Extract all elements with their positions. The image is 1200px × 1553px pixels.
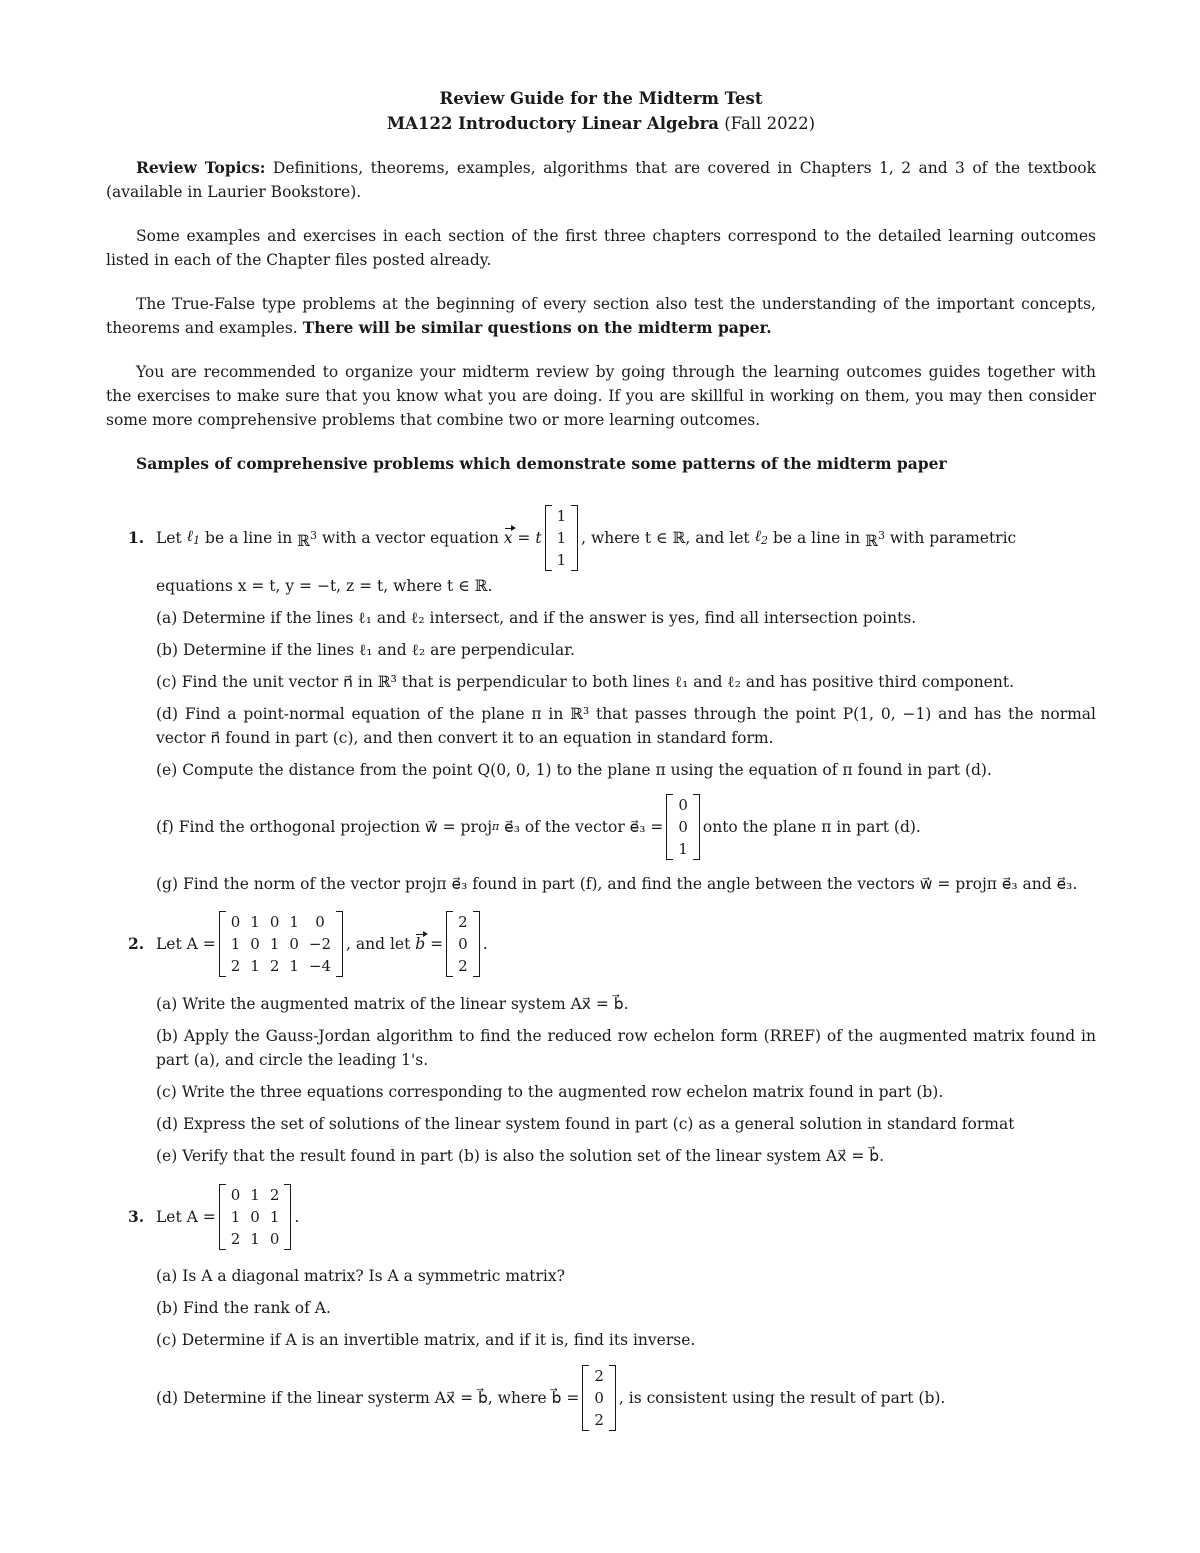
course-line — [106, 111, 1096, 136]
problem-1-lead-e: be a line in — [772, 529, 861, 547]
problem-3-part-c: (c) Determine if A is an invertible matrix, and if it is, find its inverse. — [156, 1331, 696, 1349]
document-header — [106, 86, 1096, 136]
matrix-a-problem-3: 0 1 2 1 0 1 2 1 0 — [219, 1184, 292, 1250]
problem-1-statement: 1. Let ℓ$_1$ be a line in ℝ$^3$ with a vector equation x = t 1 1 1 , where t ∈ ℝ, and let ℓ$_2$ be a line in ℝ$^3$ with parametric — [128, 507, 1017, 569]
problem-3-part-d: (d) Determine if the linear systerm Ax⃗ = b⃗, where b⃗ = 2 0 2 , is consistent using the result of part (b). — [156, 1367, 946, 1429]
problem-2-part-e: (e) Verify that the result found in part (b) is also the solution set of the linear system Ax⃗ = b⃗. — [156, 1147, 885, 1165]
problem-3-part-a: (a) Is A a diagonal matrix? Is A a symmetric matrix? — [156, 1267, 565, 1285]
true-false-text: The True-False type problems at the beginning of every section also test the understanding of the important concepts, theorems and examples. — [106, 295, 1096, 337]
problem-1-lead-b: be a line in — [205, 529, 293, 547]
true-false-paragraph — [106, 292, 1096, 340]
problem-2-part-c: (c) Write the three equations corresponding to the augmented row echelon matrix found in part (b). — [156, 1083, 944, 1101]
problem-3-statement: 3. Let A = 0 1 2 1 0 1 2 1 0 . — [128, 1186, 300, 1248]
problem-2-number: 2. — [128, 934, 145, 953]
samples-heading: Samples of comprehensive problems which demonstrate some patterns of the midterm paper — [136, 454, 947, 473]
line-l1-symbol: ℓ$_1$ — [186, 526, 201, 547]
problem-1-lead-a: Let — [156, 529, 182, 547]
problem-2-statement: 2. Let A = 0 1 0 1 0 1 0 1 0 −2 2 1 2 1 −4 , and let b = 2 0 2 . — [128, 913, 488, 975]
problem-1-part-g: (g) Find the norm of the vector projπ e⃗₃ found in part (f), and find the angle between the vectors w⃗ = projπ e⃗₃ and e⃗₃. — [156, 875, 1078, 893]
problem-3 — [106, 1178, 1096, 1436]
line-l2-symbol: ℓ$_2$ — [754, 526, 769, 547]
vector-b-problem-2: 2 0 2 — [446, 911, 480, 977]
problem-2-part-d: (d) Express the set of solutions of the linear system found in part (c) as a general solution in standard format — [156, 1115, 1015, 1133]
problem-1-lead-c: with a vector equation — [321, 529, 499, 547]
document-page — [106, 86, 1096, 1436]
matrix-a-problem-2: 0 1 0 1 0 1 0 1 0 −2 2 1 2 1 −4 — [219, 911, 343, 977]
problem-2-part-a: (a) Write the augmented matrix of the linear system Ax⃗ = b⃗. — [156, 995, 629, 1013]
course-name: MA122 Introductory Linear Algebra — [386, 114, 719, 133]
review-topics-paragraph — [106, 156, 1096, 204]
similar-questions-note: There will be similar questions on the midterm paper. — [302, 318, 772, 337]
review-topics-text: Definitions, theorems, examples, algorithms that are covered in Chapters 1, 2 and 3 of the textbook (available in Laurier Bookstore). — [106, 159, 1096, 201]
r3-symbol: ℝ$^3$ — [297, 528, 318, 550]
problem-1-part-e: (e) Compute the distance from the point Q(0, 0, 1) to the plane π using the equation of π found in part (d). — [156, 761, 992, 779]
examples-paragraph: Some examples and exercises in each section of the first three chapters correspond to the detailed learning outcomes listed in each of the Chapter files posted already. — [106, 227, 1096, 269]
problem-2 — [106, 904, 1096, 1168]
course-term: (Fall 2022) — [724, 114, 816, 133]
vector-x-symbol: x — [504, 526, 513, 550]
problem-1-part-b: (b) Determine if the lines ℓ₁ and ℓ₂ are perpendicular. — [156, 641, 575, 659]
problem-1-lead-d: , where t ∈ ℝ, and let — [581, 529, 750, 547]
problem-1-part-d: (d) Find a point-normal equation of the plane π in ℝ³ that passes through the point P(1, 0, −1) and has the normal vector n⃗ found in part (c), and then convert it to an equation in standard form. — [156, 705, 1096, 747]
problem-1-part-c: (c) Find the unit vector n⃗ in ℝ³ that is perpendicular to both lines ℓ₁ and ℓ₂ and has positive third component. — [156, 673, 1014, 691]
document-title: Review Guide for the Midterm Test — [439, 89, 763, 108]
problem-1 — [106, 500, 1096, 896]
problem-1-number: 1. — [128, 528, 145, 547]
e3-vector: 0 0 1 — [666, 794, 700, 860]
problem-3-number: 3. — [128, 1207, 145, 1226]
vector-b-problem-3: 2 0 2 — [582, 1365, 616, 1431]
problem-1-lead-f: with parametric — [889, 529, 1017, 547]
problem-1-part-f: (f) Find the orthogonal projection w⃗ = proj π e⃗₃ of the vector e⃗₃ = 0 0 1 onto the plane π in part (d). — [156, 796, 921, 858]
direction-vector: 1 1 1 — [545, 505, 579, 571]
problem-2-part-b: (b) Apply the Gauss-Jordan algorithm to find the reduced row echelon form (RREF) of the augmented matrix found in part (a), and circle the leading 1's. — [156, 1027, 1096, 1069]
review-topics-label: Review Topics: — [136, 158, 266, 177]
problem-3-part-b: (b) Find the rank of A. — [156, 1299, 331, 1317]
problem-1-line-2: equations x = t, y = −t, z = t, where t ∈ ℝ. — [156, 577, 493, 595]
problem-1-part-a: (a) Determine if the lines ℓ₁ and ℓ₂ intersect, and if the answer is yes, find all intersection points. — [156, 609, 917, 627]
recommendation-paragraph: You are recommended to organize your midterm review by going through the learning outcomes guides together with the exercises to make sure that you know what you are doing. If you are skillful in working on them, you may then consider some more comprehensive problems that combine two or more learning outcomes. — [106, 363, 1096, 429]
